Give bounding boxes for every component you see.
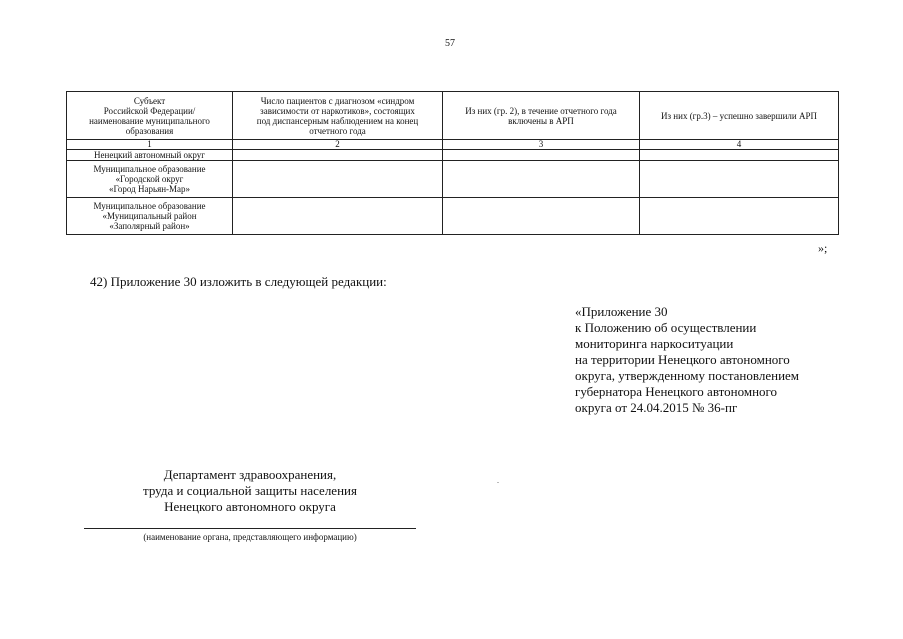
scan-speck <box>497 482 499 483</box>
table-cell <box>640 198 839 235</box>
header-completed-arp: Из них (гр.3) – успешно завершили АРП <box>640 92 839 140</box>
table-cell <box>233 198 443 235</box>
department-line: Департамент здравоохранения, <box>163 467 337 482</box>
column-number: 2 <box>233 140 443 150</box>
table-cell <box>443 198 640 235</box>
table-row <box>67 198 839 235</box>
department-name <box>90 467 410 515</box>
table-cell: Муниципальное образование «Городской округ «Город Нарьян-Мар» <box>67 161 233 198</box>
department-line: труда и социальной защиты населения <box>143 483 357 498</box>
appendix-line: мониторинга наркоситуации <box>575 336 734 351</box>
table-cell <box>640 150 839 161</box>
appendix-header <box>575 304 865 416</box>
page-number: 57 <box>445 38 455 49</box>
column-number-row <box>67 140 839 150</box>
column-number: 1 <box>67 140 233 150</box>
table-row <box>67 161 839 198</box>
monitoring-table <box>66 91 839 235</box>
table-cell: Муниципальное образование «Муниципальный район «Заполярный район» <box>67 198 233 235</box>
table-row <box>67 150 839 161</box>
table-cell <box>233 161 443 198</box>
appendix-line: округа, утвержденному постановлением <box>575 368 800 383</box>
table-cell <box>443 161 640 198</box>
table-cell <box>233 150 443 161</box>
appendix-line: к Положению об осуществлении <box>575 320 757 335</box>
appendix-line: «Приложение 30 <box>575 304 668 319</box>
table-header-row <box>67 92 839 140</box>
amendment-item-42: 42) Приложение 30 изложить в следующей редакции: <box>90 274 387 289</box>
column-number: 4 <box>640 140 839 150</box>
appendix-line: на территории Ненецкого автономного <box>575 352 790 367</box>
signature-line <box>84 528 416 529</box>
appendix-line: губернатора Ненецкого автономного <box>575 384 778 399</box>
signature-caption: (наименование органа, представляющего информацию) <box>143 532 357 542</box>
column-number: 3 <box>443 140 640 150</box>
table-cell <box>640 161 839 198</box>
department-line: Ненецкого автономного округа <box>164 499 336 514</box>
table-cell: Ненецкий автономный округ <box>67 150 233 161</box>
closing-mark: »; <box>818 241 828 255</box>
header-subject: Субъект Российской Федерации/ наименование муниципального образования <box>67 92 233 140</box>
table-cell <box>443 150 640 161</box>
appendix-line: округа от 24.04.2015 № 36-пг <box>575 400 738 415</box>
header-patients: Число пациентов с диагнозом «синдром зависимости от наркотиков», состоящих под диспансерным наблюдением на конец отчетного года <box>233 92 443 140</box>
header-included-arp: Из них (гр. 2), в течение отчетного года включены в АРП <box>443 92 640 140</box>
